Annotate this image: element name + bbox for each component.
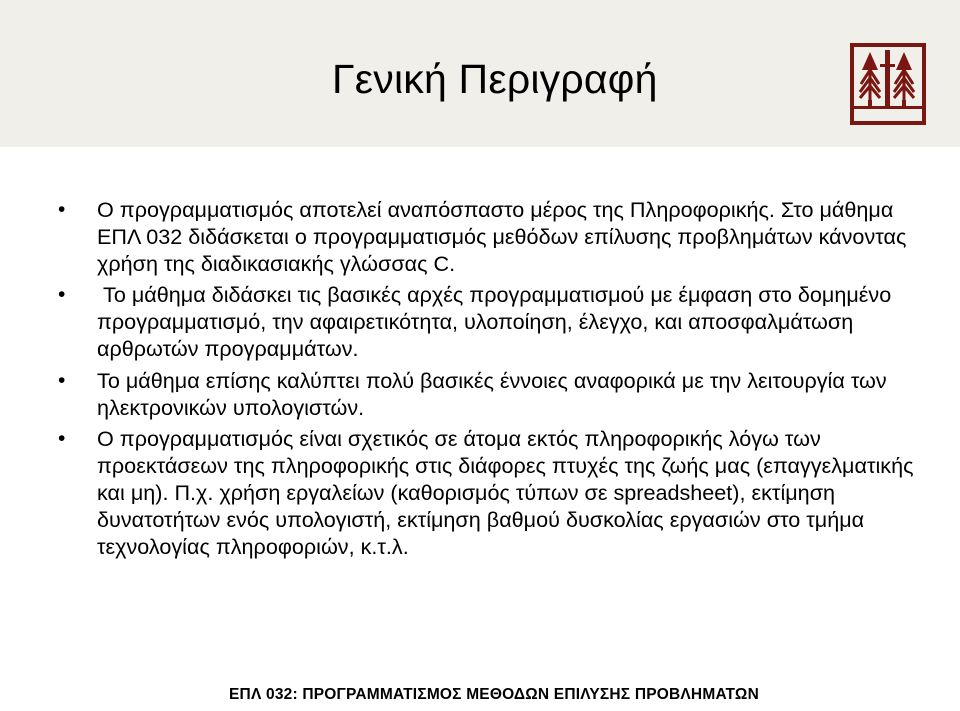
bullet-item [58, 426, 928, 560]
bullet-item [58, 368, 928, 422]
bullet-item [58, 197, 928, 277]
bullet-icon: • [58, 198, 66, 221]
slide-header [0, 0, 960, 147]
bullet-icon: • [58, 368, 66, 392]
bullet-item [58, 282, 928, 362]
bullet-text: Το μάθημα διδάσκει τις βασικές αρχές προγραμματισμού με έμφαση στο δομημένο προγραμματισμό, την αφαιρετικότητα, υλοποίηση, έλεγχο, και αποσφαλμάτωση αρθρωτών προγραμμάτων. [97, 282, 898, 361]
bullet-icon: • [58, 283, 66, 307]
bullet-text: Ο προγραμματισμός είναι σχετικός σε άτομα εκτός πληροφορικής λόγω των προεκτάσεων της πληροφορικής στις διάφορες πτυχές της ζωής μας (επαγγελματικής και μη). Π.χ. χρήση εργαλείων (καθορισμός τύπων σε spreadsheet), εκτίμηση δυνατοτήτων ενός υπολογιστή, εκτίμηση βαθμού δυσκολίας εργασιών στο τμήμα τεχνολογίας πληροφοριών, κ.τ.λ. [97, 426, 914, 559]
university-tree-logo-icon [848, 40, 928, 128]
slide-footer: ΕΠΛ 032: ΠΡΟΓΡΑΜΜΑΤΙΣΜΟΣ ΜΕΘΟΔΩΝ ΕΠΙΛΥΣΗΣ ΠΡΟΒΛΗΜΑΤΩΝ [229, 686, 759, 703]
slide-title: Γενική Περιγραφή [332, 56, 658, 102]
bullet-list [58, 197, 928, 565]
bullet-icon: • [58, 427, 66, 451]
bullet-text: Το μάθημα επίσης καλύπτει πολύ βασικές έννοιες αναφορικά με την λειτουργία των ηλεκτρονικών υπολογιστών. [97, 367, 887, 420]
bullet-text: Ο προγραμματισμός αποτελεί αναπόσπαστο μέρος της Πληροφορικής. Στο μάθημα ΕΠΛ 032 διδάσκεται ο προγραμματισμός μεθόδων επίλυσης προβλημάτων κάνοντας χρήση της διαδικασιακής γλώσσας C. [97, 197, 907, 276]
